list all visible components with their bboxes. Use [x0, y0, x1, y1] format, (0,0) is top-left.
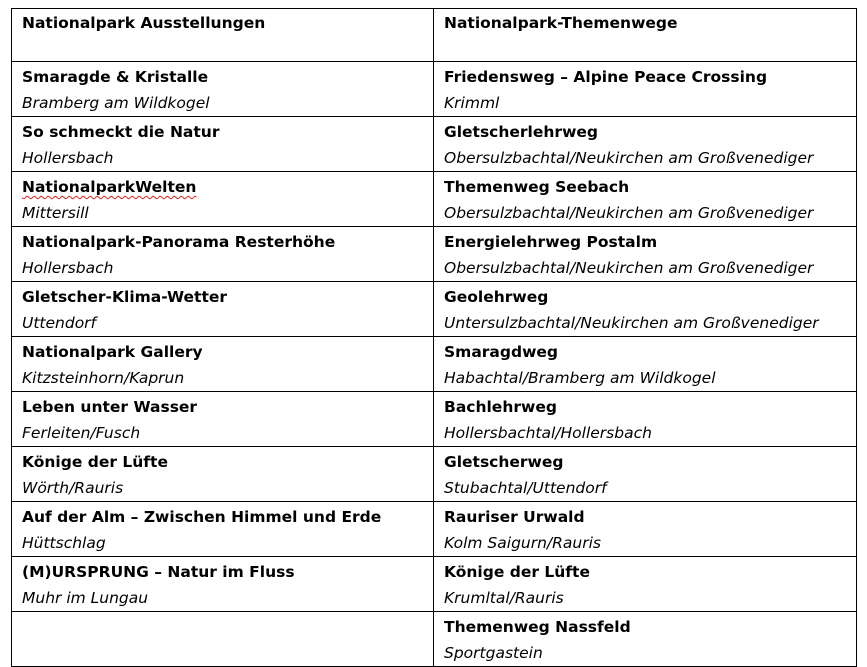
- trail-title: Themenweg Nassfeld: [444, 618, 631, 636]
- trail-cell: [434, 62, 857, 117]
- trail-location: Krumltal/Rauris: [444, 589, 564, 607]
- trail-location: Stubachtal/Uttendorf: [444, 479, 607, 497]
- table-row: [12, 172, 857, 227]
- trail-title: Energielehrweg Postalm: [444, 233, 658, 251]
- exhibition-location: Uttendorf: [22, 314, 97, 332]
- exhibition-location: Bramberg am Wildkogel: [22, 94, 210, 112]
- exhibition-title: Leben unter Wasser: [22, 398, 198, 416]
- column-header: Nationalpark-Themenwege: [444, 14, 678, 32]
- trail-cell: [434, 117, 857, 172]
- trail-cell: [434, 392, 857, 447]
- table-row: [12, 62, 857, 117]
- table-row: [12, 227, 857, 282]
- column-header: Nationalpark Ausstellungen: [22, 14, 266, 32]
- trail-location: Obersulzbachtal/Neukirchen am Großvenediger: [444, 259, 814, 277]
- exhibition-location: Hüttschlag: [22, 534, 106, 552]
- trail-location: Untersulzbachtal/Neukirchen am Großvenediger: [444, 314, 819, 332]
- trail-cell: [434, 282, 857, 337]
- exhibition-cell: [12, 227, 434, 282]
- table-row: [12, 282, 857, 337]
- exhibition-cell: [12, 62, 434, 117]
- trail-cell: [434, 337, 857, 392]
- table-row: [12, 612, 857, 667]
- table-row: [12, 337, 857, 392]
- trail-location: Obersulzbachtal/Neukirchen am Großvenediger: [444, 149, 814, 167]
- exhibition-cell: [12, 172, 434, 227]
- exhibition-title: Nationalpark Gallery: [22, 343, 203, 361]
- exhibition-title: Auf der Alm – Zwischen Himmel und Erde: [22, 508, 382, 526]
- exhibition-location: Muhr im Lungau: [22, 589, 149, 607]
- table-row: [12, 502, 857, 557]
- exhibition-title: So schmeckt die Natur: [22, 123, 220, 141]
- trail-location: Habachtal/Bramberg am Wildkogel: [444, 369, 716, 387]
- trail-location: Hollersbachtal/Hollersbach: [444, 424, 652, 442]
- trail-title: Gletscherweg: [444, 453, 564, 471]
- trail-title: Geolehrweg: [444, 288, 549, 306]
- header-cell-exhibitions: [12, 9, 434, 62]
- table-header-row: [12, 9, 857, 62]
- table-row: [12, 392, 857, 447]
- trail-location: Obersulzbachtal/Neukirchen am Großvenediger: [444, 204, 814, 222]
- exhibition-location: Kitzsteinhorn/Kaprun: [22, 369, 185, 387]
- exhibition-title: (M)URSPRUNG – Natur im Fluss: [22, 563, 295, 581]
- trail-title: Themenweg Seebach: [444, 178, 630, 196]
- trail-title: Rauriser Urwald: [444, 508, 585, 526]
- exhibition-cell: [12, 502, 434, 557]
- exhibition-location: Hollersbach: [22, 259, 114, 277]
- exhibition-title: Könige der Lüfte: [22, 453, 168, 471]
- table-row: [12, 447, 857, 502]
- exhibition-cell: [12, 557, 434, 612]
- trail-cell: [434, 502, 857, 557]
- exhibition-title: NationalparkWelten: [22, 178, 197, 196]
- trail-title: Friedensweg – Alpine Peace Crossing: [444, 68, 768, 86]
- attractions-table: [11, 8, 857, 667]
- exhibition-location: Ferleiten/Fusch: [22, 424, 141, 442]
- exhibition-title: Gletscher-Klima-Wetter: [22, 288, 228, 306]
- exhibition-cell: [12, 117, 434, 172]
- exhibition-cell: [12, 447, 434, 502]
- exhibition-cell: [12, 337, 434, 392]
- trail-title: Bachlehrweg: [444, 398, 557, 416]
- table-row: [12, 557, 857, 612]
- exhibition-cell: [12, 392, 434, 447]
- exhibition-title: Smaragde & Kristalle: [22, 68, 209, 86]
- trail-title: Könige der Lüfte: [444, 563, 590, 581]
- exhibition-location: Wörth/Rauris: [22, 479, 124, 497]
- trail-cell: [434, 172, 857, 227]
- exhibition-cell: [12, 282, 434, 337]
- exhibition-title: Nationalpark-Panorama Resterhöhe: [22, 233, 336, 251]
- trail-location: Sportgastein: [444, 644, 543, 662]
- trail-location: Kolm Saigurn/Rauris: [444, 534, 601, 552]
- trail-cell: [434, 557, 857, 612]
- trail-location: Krimml: [444, 94, 500, 112]
- exhibition-location: Hollersbach: [22, 149, 114, 167]
- empty-cell: [12, 612, 434, 667]
- trail-title: Gletscherlehrweg: [444, 123, 598, 141]
- trail-title: Smaragdweg: [444, 343, 558, 361]
- trail-cell: [434, 612, 857, 667]
- table-row: [12, 117, 857, 172]
- trail-cell: [434, 227, 857, 282]
- exhibition-location: Mittersill: [22, 204, 89, 222]
- header-cell-theme-trails: [434, 9, 857, 62]
- trail-cell: [434, 447, 857, 502]
